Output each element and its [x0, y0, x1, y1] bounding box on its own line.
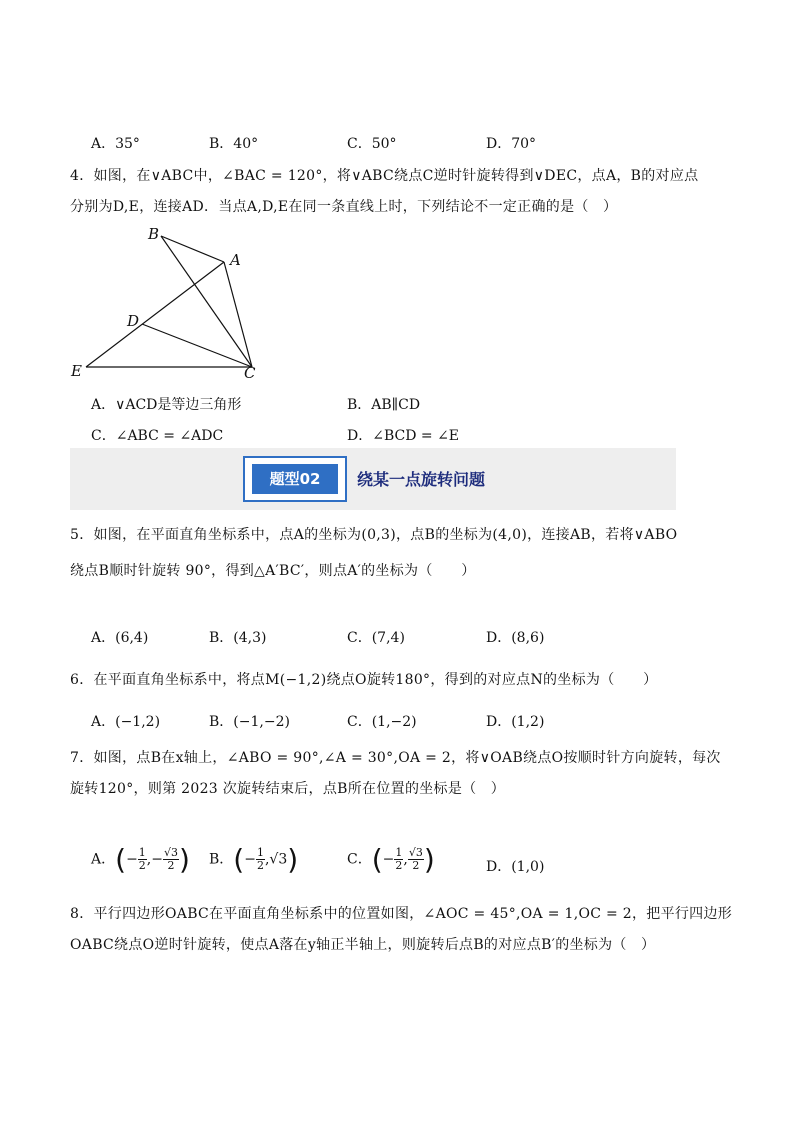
q7-c-x-den: 2 [395, 859, 403, 872]
q7-b-x-den: 2 [256, 859, 264, 872]
q7-option-d: D．(1,0) [486, 859, 545, 875]
label-b: B [148, 225, 160, 243]
section-title: 绕某一点旋转问题 [357, 470, 486, 489]
segment-ac [224, 262, 252, 367]
label-a: A [230, 251, 241, 269]
section-badge: 题型02 [252, 464, 338, 494]
q7-option-c: C．(− $\frac{1}{2}$ , $\frac{√3}{2}$ ) [347, 843, 435, 876]
q4-triangle-figure [66, 222, 266, 382]
q7-a-y-den: 2 [167, 859, 175, 872]
q7-option-a-label: A． [91, 851, 116, 868]
label-d: D [127, 312, 140, 330]
q5-option-d: D．(8,6) [486, 630, 545, 646]
q7-option-c-label: C． [347, 851, 372, 868]
q5-option-b: B．(4,3) [209, 630, 267, 646]
q8-text-line2: OABC绕点O逆时针旋转，使点A落在y轴正半轴上，则旋转后点B的对应点B′的坐标为（ ） [70, 937, 656, 953]
q5-option-a: A．(6,4) [91, 630, 149, 646]
q4-option-d: D．∠BCD = ∠E [347, 428, 460, 444]
q8-text-line1: 8．平行四边形OABC在平面直角坐标系中的位置如图，∠AOC = 45°,OA = 1,OC = 2，把平行四边形 [70, 906, 733, 922]
q6-option-b: B．(−1,−2) [209, 714, 290, 730]
q7-b-y: √3 [269, 851, 288, 868]
q3-option-a: A．35° [91, 136, 140, 152]
q7-text-line1: 7．如图，点B在x轴上，∠ABO = 90°,∠A = 30°,OA = 2，将∨OAB绕点O按顺时针方向旋转，每次 [70, 750, 721, 766]
q7-a-y-num: √3 [163, 846, 178, 859]
q7-a-x-num: 1 [138, 846, 146, 859]
q7-option-b: B．(− $\frac{1}{2}$ ,√3) [209, 843, 299, 876]
label-e: E [71, 362, 82, 380]
q7-c-y-num: √3 [408, 846, 423, 859]
q3-option-d: D．70° [486, 136, 537, 152]
q7-option-a: A．(− $\frac{1}{2}$ ,− $\frac{√3}{2}$ ) [91, 843, 190, 876]
q3-option-b: B．40° [209, 136, 259, 152]
q4-option-a: A．∨ACD是等边三角形 [91, 397, 242, 413]
q5-option-c: C．(7,4) [347, 630, 405, 646]
q5-text-line2: 绕点B顺时针旋转 90°，得到△A′BC′，则点A′的坐标为（ ） [70, 563, 476, 579]
q6-option-d: D．(1,2) [486, 714, 545, 730]
q4-text-line2: 分别为D,E，连接AD．当点A,D,E在同一条直线上时，下列结论不一定正确的是（ ） [70, 199, 618, 215]
q7-b-x-num: 1 [256, 846, 264, 859]
q7-text-line2: 旋转120°，则第 2023 次旋转结束后，点B所在位置的坐标是（ ） [70, 781, 506, 797]
q4-option-b: B．AB∥CD [347, 397, 421, 413]
q7-option-b-label: B． [209, 851, 234, 868]
q7-c-y-den: 2 [412, 859, 420, 872]
segment-dc [142, 324, 252, 367]
segment-ea [86, 262, 224, 367]
q5-text-line1: 5．如图，在平面直角坐标系中，点A的坐标为(0,3)，点B的坐标为(4,0)，连接AB，若将∨ABO [70, 527, 678, 543]
q4-text-line1: 4．如图，在∨ABC中，∠BAC = 120°，将∨ABC绕点C逆时针旋转得到∨DEC，点A，B的对应点 [70, 168, 699, 184]
q6-option-a: A．(−1,2) [91, 714, 161, 730]
q7-c-x-num: 1 [395, 846, 403, 859]
label-c: C [244, 364, 256, 382]
q6-text-line1: 6．在平面直角坐标系中，将点M(−1,2)绕点O旋转180°，得到的对应点N的坐标为（ ） [70, 672, 658, 688]
q6-option-c: C．(1,−2) [347, 714, 417, 730]
q7-a-x-den: 2 [138, 859, 146, 872]
q3-option-c: C．50° [347, 136, 397, 152]
q4-option-c: C．∠ABC = ∠ADC [91, 428, 224, 444]
